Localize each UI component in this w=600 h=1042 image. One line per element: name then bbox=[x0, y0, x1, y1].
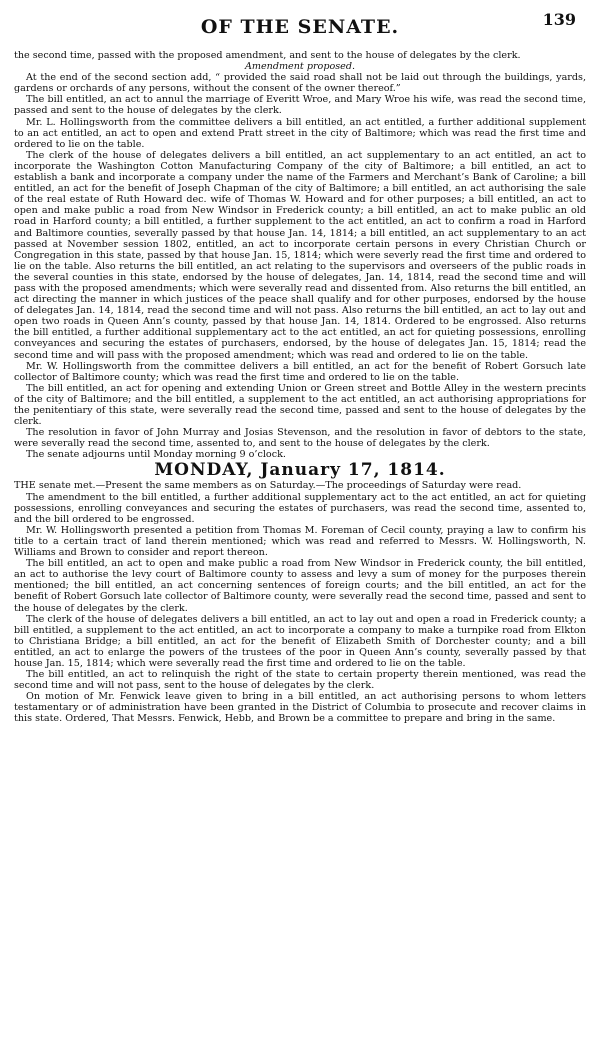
paragraph: THE senate met.—Present the same members as on Saturday.—The proceedings of Saturday were read. bbox=[14, 480, 522, 492]
page-title: OF THE SENATE. bbox=[200, 16, 400, 38]
paragraph: At the end of the second section add, “ provided the said road shall not be laid out through the buildings, yards, gardens or orchards of any persons, without the consent of the owner thereof.” bbox=[14, 72, 586, 95]
day-heading: MONDAY, January 17, 1814. bbox=[154, 460, 446, 481]
paragraph: On motion of Mr. Fenwick leave given to bring in a bill entitled, an act authorising persons to whom letters testamentary or of administration have been granted in the District of Columbia to prosecute and recover claims in this state. Ordered, That Messrs. Fenwick, Hebb, and Brown be a committee to prepare and bring in the same. bbox=[14, 691, 586, 725]
page-number: 139 bbox=[542, 10, 576, 29]
paragraph: Mr. W. Hollingsworth from the committee delivers a bill entitled, an act for the benefit of Robert Gorsuch late collector of Baltimore county; which was read the first time and ordered to lie on the table. bbox=[14, 360, 586, 383]
paragraph: The amendment to the bill entitled, a further additional supplementary act to the act entitled, an act for quieting possessions, enrolling conveyances and securing the estates of purchasers, was read the second time, assented to, and the bill ordered to be engrossed. bbox=[14, 491, 586, 525]
paragraph-continued: the second time, passed with the proposed amendment, and sent to the house of delegates by the clerk. bbox=[14, 50, 521, 61]
paragraph: The resolution in favor of John Murray and Josias Stevenson, and the resolution in favor of debtors to the state, were severally read the second time, assented to, and sent to the house of delegates by the clerk. bbox=[14, 427, 586, 450]
amendment-heading: Amendment proposed. bbox=[244, 61, 356, 73]
paragraph: The bill entitled, an act for opening and extending Union or Green street and Bottle Alley in the western precints of the city of Baltimore; and the bill entitled, a supplement to the act entitled, an act authorising appropriations for the penitentiary of this state, were severally read the second time, passed and sent to the house of delegates by the clerk. bbox=[14, 382, 586, 428]
page-header bbox=[14, 10, 586, 50]
paragraph: The clerk of the house of delegates delivers a bill entitled, an act supplementary to an act entitled, an act to incorporate the Washington Cotton Manufacturing Company of the city of Baltimore; a bill entitled, an act to establish a bank and incorporate a company under the name of the Farmers and Merchant’s Bank of Caroline; a bill entitled, an act for the benefit of Joseph Chapman of the city of Baltimore; a bill entitled, an act authorising the sale of the real estate of Ruth Howard dec. wife of Thomas W. Howard and for other purposes; a bill entitled, an act to open and make public a road from New Windsor in Frederick county; a bill entitled, an act to make public an old road in Harford county; a bill entitled, a further supplement to the act entitled, an act to confirm a road in Harford and Baltimore counties, severally passed by that house Jan. 14, 1814; a bill entitled, an act supplementary to an act passed at November session 1802, entitled, an act to incorporate certain persons in every Christian Church or Congregation in this state, passed by that house Jan. 15, 1814; which were severly read the first time and ordered to lie on the table. Also returns the bill entitled, an act relating to the supervisors and overseers of the public roads in the several counties in this state, endorsed by the house of delegates, Jan. 14, 1814, read the second time and will pass with the proposed amendments; which were severally read and dissented from. Also returns the bill entitled, an act directing the manner in which justices of the peace shall qualify and for other purposes, endorsed by the house of delegates Jan. 14, 1814, read the second time and will not pass. Also returns the bill entitled, an act to lay out and open two roads in Queen Ann’s county, passed by that house Jan. 14, 1814. Ordered to be engrossed. Also returns the bill entitled, a further additional supplementary act to the act entitled, an act for quieting possessions, enrolling conveyances and securing the estates of purchasers, endorsed, by the house of delegates Jan. 15, 1814; read the second time and will pass with the proposed amendment; which was read and ordered to lie on the table. bbox=[14, 149, 586, 361]
paragraph: Mr. L. Hollingsworth from the committee delivers a bill entitled, an act entitled, a further additional supplement to an act entitled, an act to open and extend Pratt street in the city of Baltimore; which was read the first time and ordered to lie on the table. bbox=[14, 116, 586, 150]
paragraph: The senate adjourns until Monday morning 9 o’clock. bbox=[26, 449, 286, 461]
paragraph: The bill entitled, an act to open and make public a road from New Windsor in Frederick county, the bill entitled, an act to authorise the levy court of Baltimore county to assess and levy a sum of money for the purposes therein mentioned; the bill entitled, an act concerning sentences of foreign courts; and the bill entitled, an act for the benefit of Robert Gorsuch late collector of Baltimore county, were severally read the second time, passed and sent to the house of delegates by the clerk. bbox=[14, 558, 586, 614]
paragraph: Mr. W. Hollingsworth presented a petition from Thomas M. Foreman of Cecil county, praying a law to confirm his title to a certain tract of land therein mentioned; which was read and referred to Messrs. W. Hollingsworth, N. Williams and Brown to consider and report thereon. bbox=[14, 524, 586, 559]
paragraph: The bill entitled, an act to annul the marriage of Everitt Wroe, and Mary Wroe his wife, was read the second time, passed and sent to the house of delegates by the clerk. bbox=[14, 94, 586, 117]
paragraph: The clerk of the house of delegates delivers a bill entitled, an act to lay out and open a road in Frederick county; a bill entitled, a supplement to the act entitled, an act to incorporate a company to make a turnpike road from Elkton to Christiana Bridge; a bill entitled, an act for the benefit of Elizabeth Smith of Dorchester county; and a bill entitled, an act to enlarge the powers of the trustees of the poor in Queen Ann’s county, severally passed by that house Jan. 15, 1814; which were severally read the first time and ordered to lie on the table. bbox=[14, 613, 586, 669]
paragraph: The bill entitled, an act to relinquish the right of the state to certain property therein mentioned, was read the second time and will not pass, sent to the house of delegates by the clerk. bbox=[14, 669, 586, 692]
journal-text bbox=[14, 50, 586, 725]
